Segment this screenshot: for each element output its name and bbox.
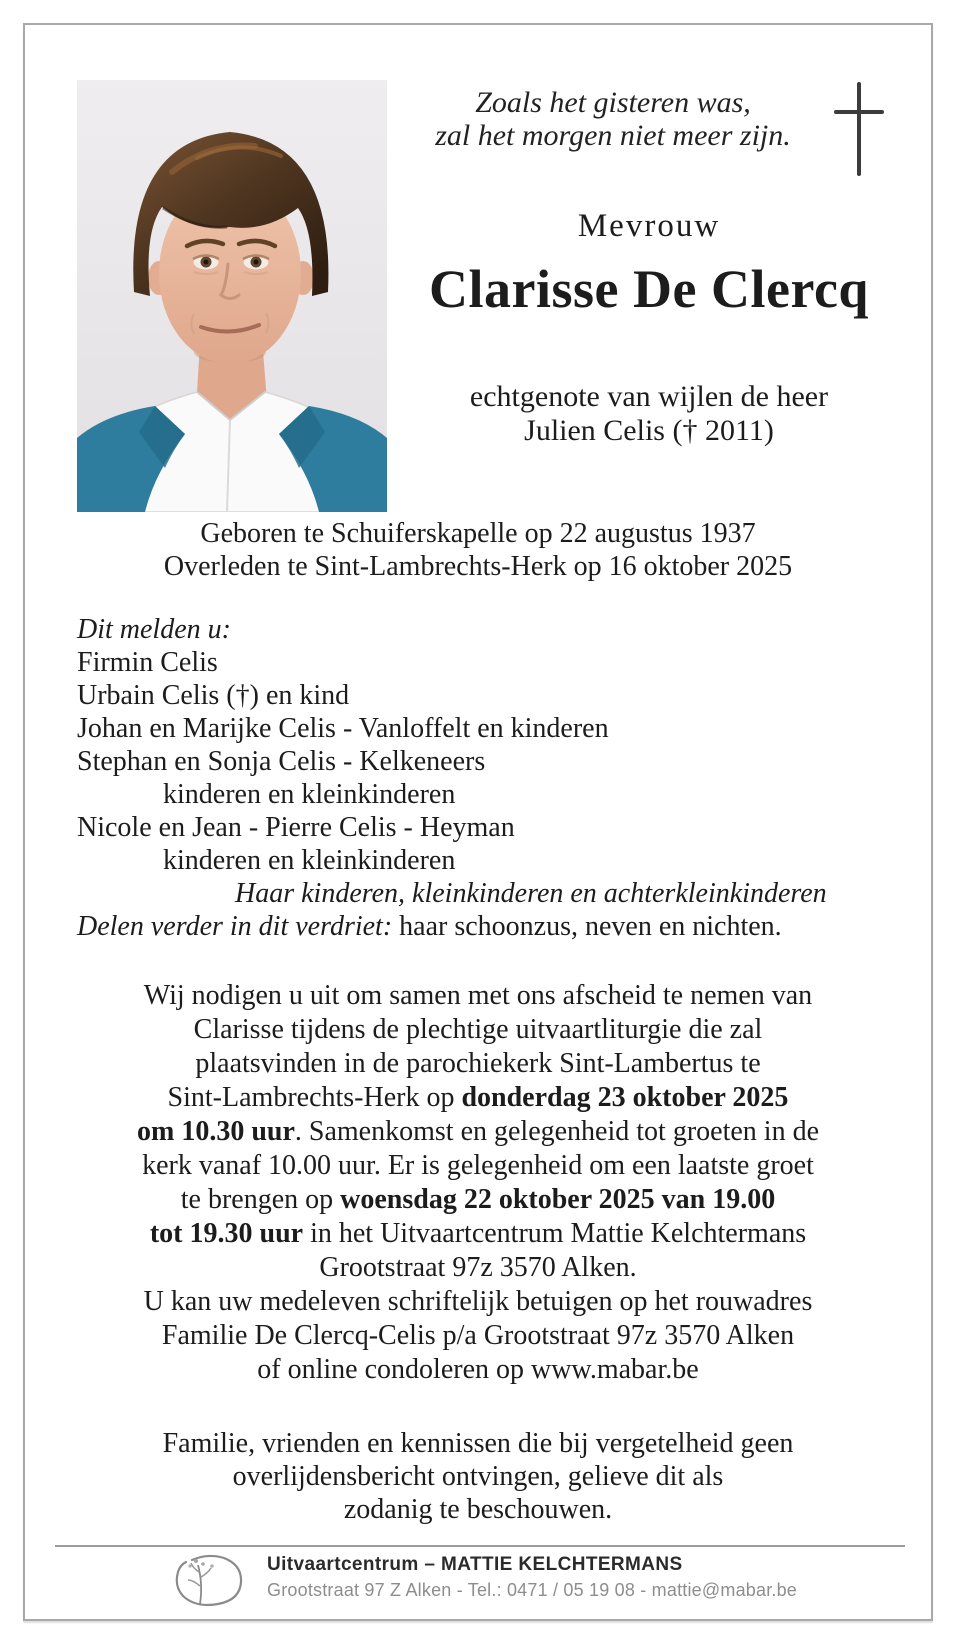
memorial-quote xyxy=(387,86,839,152)
family-member: Urbain Celis (†) en kind xyxy=(77,680,350,711)
ceremony-line: kerk vanaf 10.00 uur. Er is gelegenheid om een laatste groet xyxy=(142,1150,814,1181)
funeral-home-footer xyxy=(25,1545,931,1619)
closing-line: zodanig te beschouwen. xyxy=(343,1494,613,1525)
ceremony-line: Familie De Clercq-Celis p/a Grootstraat 97z 3570 Alken xyxy=(161,1320,795,1351)
ceremony-line: Wij nodigen u uit om samen met ons afscheid te nemen van xyxy=(143,980,813,1011)
header-section xyxy=(25,25,931,517)
salutation: Mevrouw xyxy=(577,208,721,244)
relation-line-2: Julien Celis († 2011) xyxy=(524,414,774,447)
cross-icon xyxy=(833,82,885,178)
portrait-photo xyxy=(77,80,387,512)
funeral-home-logo-icon xyxy=(170,1552,246,1610)
ceremony-section xyxy=(25,979,931,1387)
family-section xyxy=(77,613,931,943)
ceremony-line: tot 19.30 uur in het Uitvaartcentrum Mattie Kelchtermans xyxy=(149,1218,807,1249)
footer-text xyxy=(267,1554,797,1601)
ceremony-line: te brengen op woensdag 22 oktober 2025 van 19.00 xyxy=(180,1184,776,1215)
birth-line: Geboren te Schuiferskapelle op 22 augustus 1937 xyxy=(200,518,756,549)
deceased-name: Clarisse De Clercq xyxy=(429,259,869,319)
family-intro: Dit melden u: xyxy=(77,614,231,645)
footer-divider xyxy=(55,1545,905,1547)
memorial-card xyxy=(23,23,933,1621)
family-member: Johan en Marijke Celis - Vanloffelt en kinderen xyxy=(77,713,609,744)
closing-section xyxy=(25,1427,931,1526)
relation-text xyxy=(387,380,911,448)
ceremony-line: Clarisse tijdens de plechtige uitvaartliturgie die zal xyxy=(193,1014,763,1045)
family-member: Nicole en Jean - Pierre Celis - Heyman xyxy=(77,812,515,843)
family-member: Stephan en Sonja Celis - Kelkeneers xyxy=(77,746,486,777)
grief-line-normal: haar schoonzus, neven en nichten. xyxy=(392,911,782,942)
family-member: Firmin Celis xyxy=(77,647,218,678)
portrait-illustration xyxy=(77,80,387,512)
ceremony-line-website: of online condoleren op www.mabar.be xyxy=(257,1354,699,1385)
ceremony-line: Sint-Lambrechts-Herk op donderdag 23 oktober 2025 xyxy=(167,1082,789,1113)
vitals-section xyxy=(25,517,931,583)
quote-line-2: zal het morgen niet meer zijn. xyxy=(435,119,791,152)
header-right-column xyxy=(387,80,911,517)
relation-line-1: echtgenote van wijlen de heer xyxy=(469,380,829,413)
grief-line xyxy=(77,910,931,943)
death-line: Overleden te Sint-Lambrechts-Herk op 16 oktober 2025 xyxy=(163,551,793,582)
quote-line-1: Zoals het gisteren was, xyxy=(475,86,751,119)
closing-line: Familie, vrienden en kennissen die bij vergetelheid geen xyxy=(162,1428,794,1459)
family-member: kinderen en kleinkinderen xyxy=(163,845,456,876)
grief-line-italic: Delen verder in dit verdriet: xyxy=(77,911,393,942)
funeral-home-name: Uitvaartcentrum – MATTIE KELCHTERMANS xyxy=(267,1554,683,1575)
ceremony-line: Grootstraat 97z 3570 Alken. xyxy=(319,1252,637,1283)
ceremony-line: om 10.30 uur. Samenkomst en gelegenheid tot groeten in de xyxy=(137,1116,819,1147)
ceremony-line: U kan uw medeleven schriftelijk betuigen op het rouwadres xyxy=(143,1286,813,1317)
funeral-home-address: Grootstraat 97 Z Alken - Tel.: 0471 / 05 19 08 - mattie@mabar.be xyxy=(267,1580,798,1600)
closing-line: overlijdensbericht ontvingen, gelieve dit als xyxy=(232,1461,724,1492)
ceremony-line: plaatsvinden in de parochiekerk Sint-Lambertus te xyxy=(195,1048,761,1079)
family-member: Haar kinderen, kleinkinderen en achterkleinkinderen xyxy=(235,878,827,909)
family-member: kinderen en kleinkinderen xyxy=(163,779,456,810)
